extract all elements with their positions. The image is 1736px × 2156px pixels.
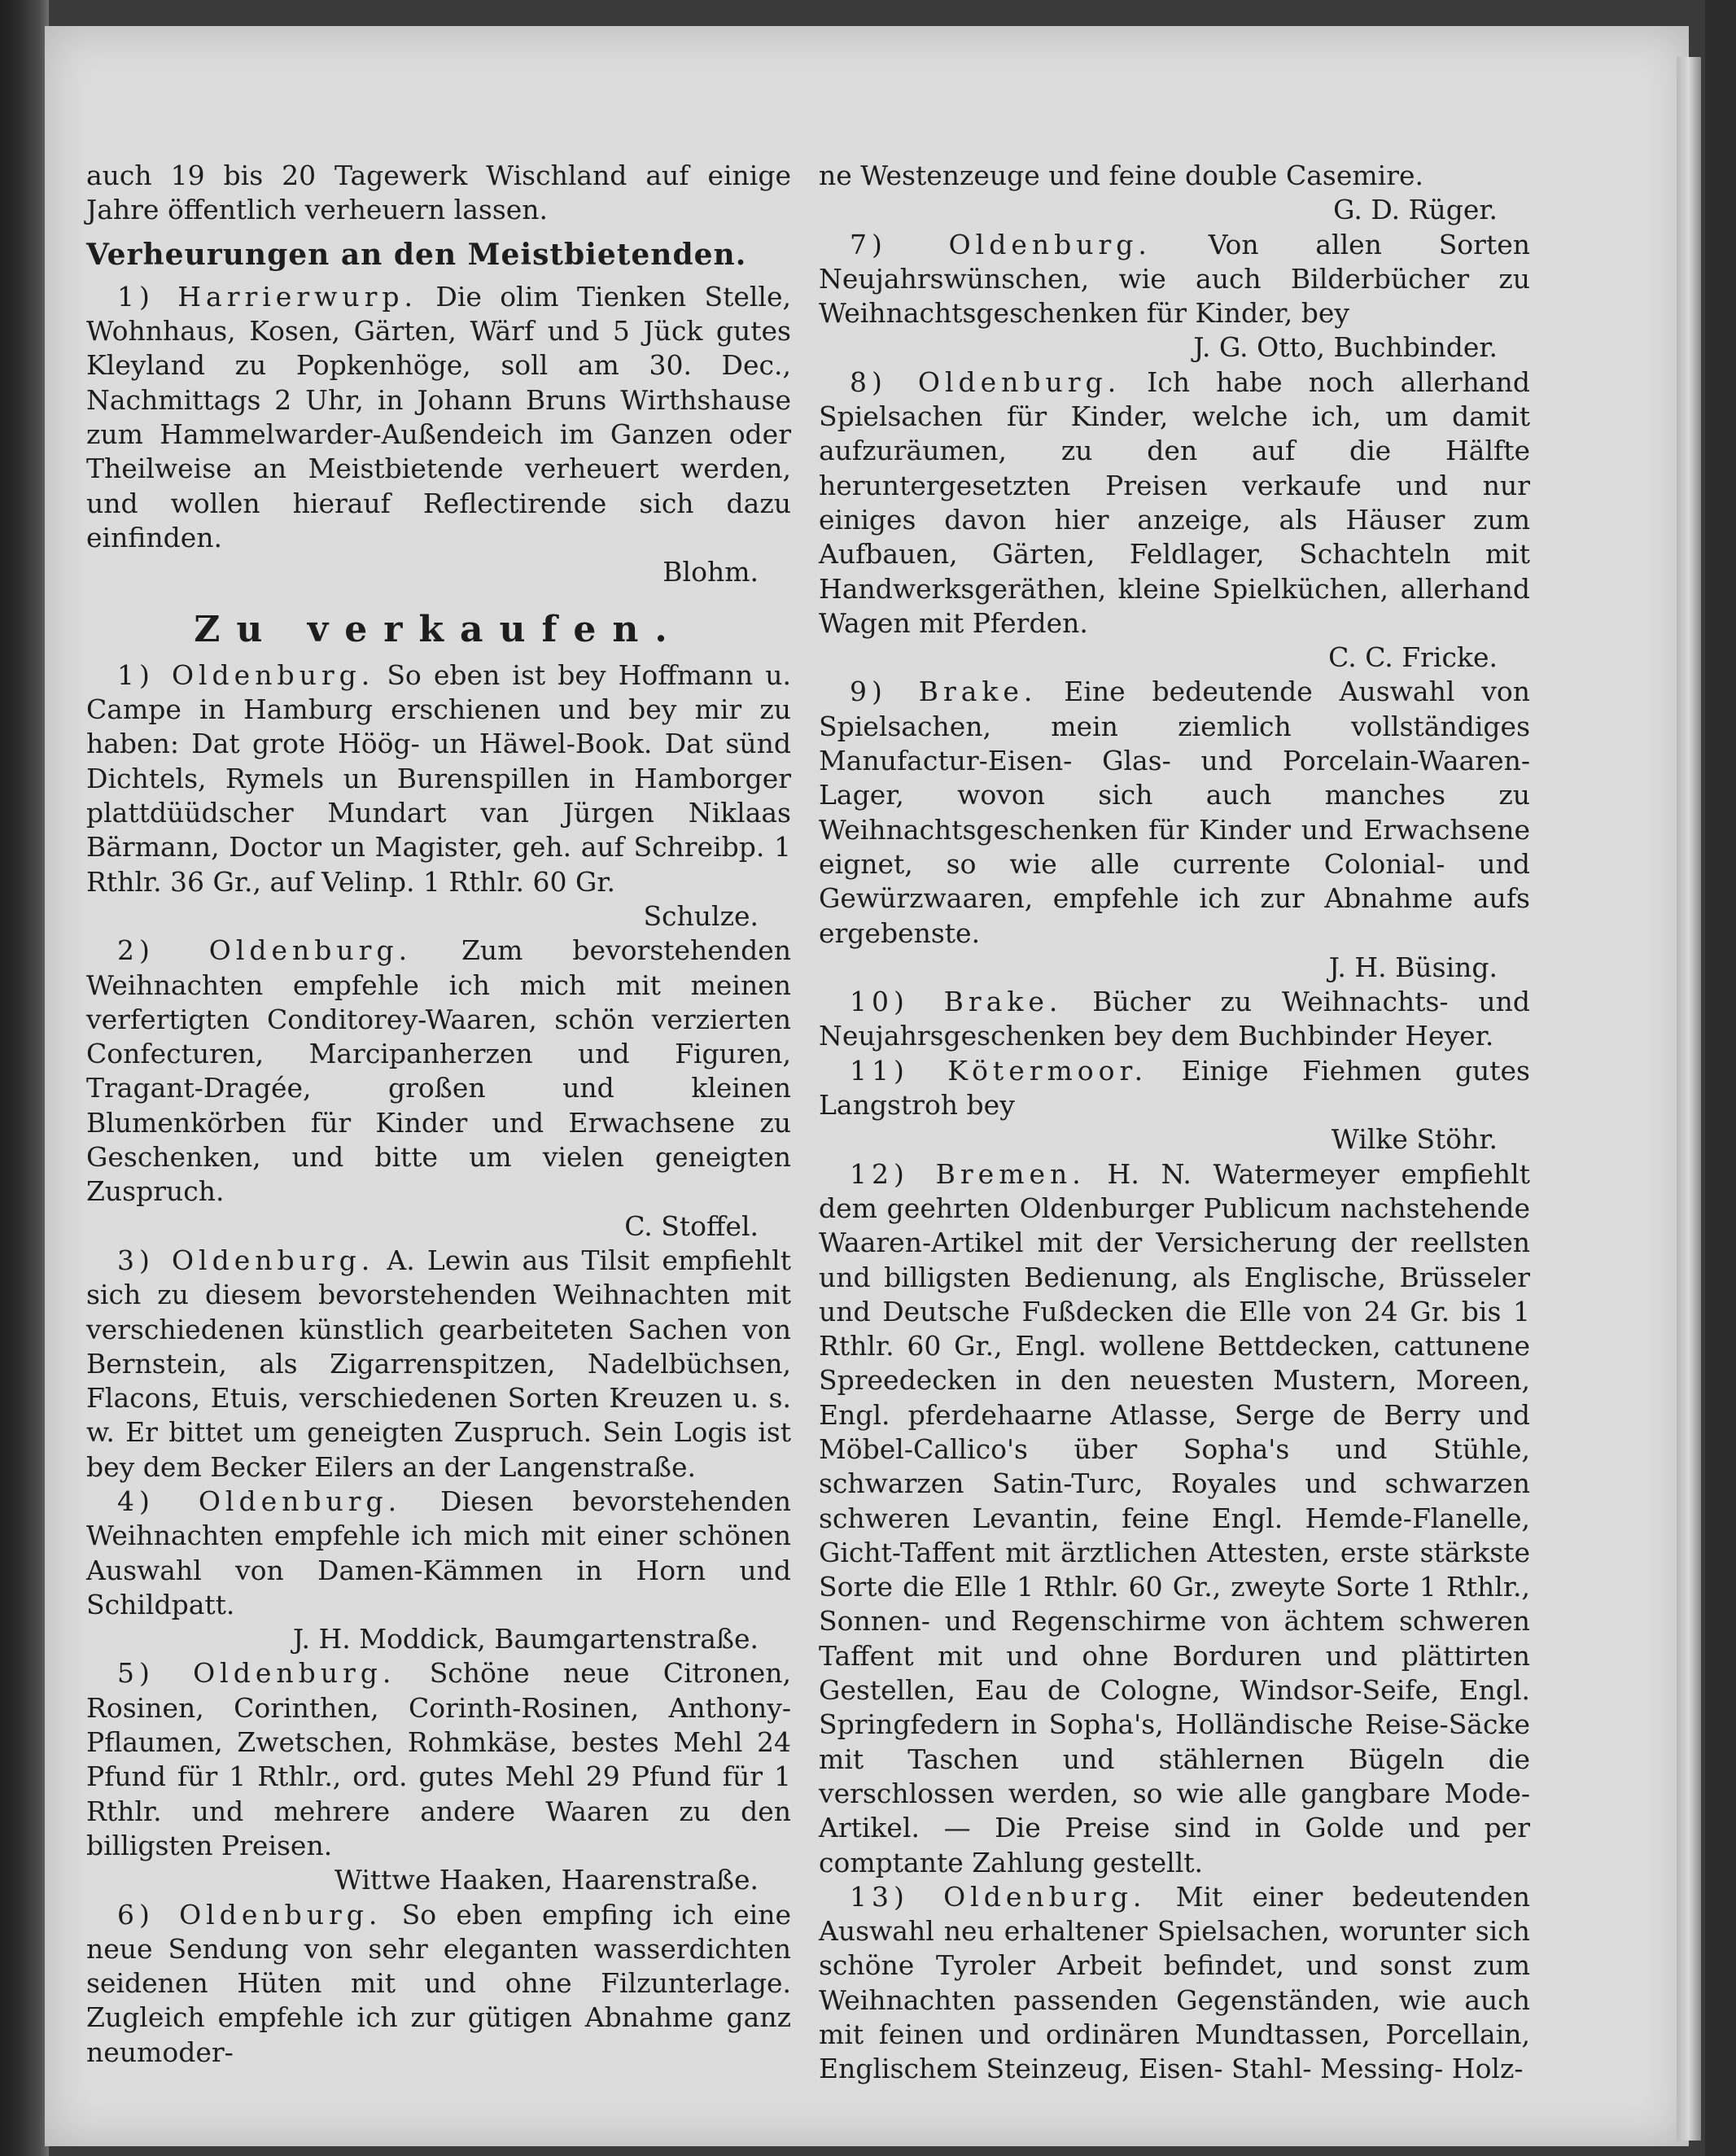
- left-column: [86, 159, 791, 2070]
- item-text: Diesen bevorstehenden Weihnachten empfehle ich mich mit einer schönen Auswahl von Damen-Kämmen in Horn und Schildpatt.: [86, 1485, 791, 1620]
- sale-item-8: [819, 365, 1530, 641]
- item-signature: J. G. Otto, Buchbinder.: [1193, 331, 1498, 364]
- right-column: [819, 159, 1530, 2087]
- item-text: Eine bedeutende Auswahl von Spielsachen, mein ziemlich vollständiges Manufactur-Eisen- Glas- und Porcelain-Waaren-Lager, wovon sich auch manches zu Weihnachtsgeschenken für Kinder und Erwachsene eignet, so wie alle currente Colonial- und Gewürzwaaren, empfehle ich zur Abnahme aufs ergebenste.: [819, 676, 1530, 949]
- item-signature: J. H. Moddick, Baumgartenstraße.: [292, 1623, 759, 1655]
- auction-section-heading: Verheurungen an den Meistbietenden.: [86, 237, 747, 272]
- sale-item-4: [86, 1485, 791, 1622]
- item-signature: Wilke Stöhr.: [1331, 1123, 1498, 1156]
- item-place: 4) Oldenburg.: [117, 1485, 402, 1517]
- item-text: Ich habe noch allerhand Spielsachen für Kinder, welche ich, um damit aufzuräumen, zu den auf die Hälfte heruntergesetzten Preisen verkaufe und nur einiges davon hier anzeige, als Häuser zum Aufbauen, Gärten, Feldlager, Schachteln mit Handwerksgeräthen, kleine Spielküchen, allerhand Wagen mit Pferden.: [819, 365, 1530, 639]
- intro-paragraph: auch 19 bis 20 Tagewerk Wischland auf einige Jahre öffentlich verheuern lassen.: [86, 160, 791, 226]
- item-text: So eben ist bey Hoffmann u. Campe in Hamburg erschienen und bey mir zu haben: Dat grote Höög- un Häwel-Book. Dat sünd Dichtels, Rymels un Burenspillen in Hamborger plattdüüdscher Mundart van Jürgen Niklaas Bärmann, Doctor un Magister, geh. auf Schreibp. 1 Rthlr. 36 Gr., auf Velinp. 1 Rthlr. 60 Gr.: [86, 658, 791, 898]
- item-text: Mit einer bedeutenden Auswahl neu erhaltener Spielsachen, worunter sich schöne Tyroler Arbeit befindet, und sonst zum Weihnachten passenden Gegenständen, wie auch mit feinen und ordinären Mundtassen, Porcellain, Englischem Steinzeug, Eisen- Stahl- Messing- Holz-: [819, 1880, 1530, 2085]
- sale-item-6: [86, 1898, 791, 2070]
- sale-item-12: [819, 1157, 1530, 1880]
- sale-item-9: [819, 675, 1530, 950]
- item-text: Schöne neue Citronen, Rosinen, Corinthen, Corinth-Rosinen, Anthony-Pflaumen, Zwetschen, Rohmkäse, bestes Mehl 24 Pfund für 1 Rthlr., ord. gutes Mehl 29 Pfund für 1 Rthlr. und mehrere andere Waaren zu den billigsten Preisen.: [86, 1657, 791, 1861]
- item-text: Einige Fiehmen gutes Langstroh bey: [819, 1054, 1530, 1122]
- sale-item-13: [819, 1880, 1530, 2087]
- item-place: 10) Brake.: [850, 986, 1063, 1018]
- item-text: So eben empfing ich eine neue Sendung von sehr eleganten wasserdichten seidenen Hüten mit und ohne Filzunterlage. Zugleich empfehle ich zur gütigen Abnahme ganz neumoder-: [86, 1898, 791, 2068]
- item-signature: C. Stoffel.: [624, 1209, 759, 1242]
- sale-item-6-continued: ne Westenzeuge und feine double Casemire.: [819, 160, 1423, 191]
- item-text: H. N. Watermeyer empfiehlt dem geehrten Oldenburger Publicum nachstehende Waaren-Artikel mit der Versicherung der reellsten und billigsten Bedienung, als Englische, Brüsseler und Deutsche Fußdecken die Elle von 24 Gr. bis 1 Rthlr. 60 Gr., Engl. wollene Bettdecken, cattunene Spreedecken in den neuesten Mustern, Moreen, Engl. pferdehaarne Atlasse, Serge de Berry und Möbel-Callico's über Sopha's und Stühle, schwarzen Satin-Turc, Royales und schwarzen schweren Levantin, feine Engl. Hemde-Flanelle, Gicht-Taffent mit ärztlichen Attesten, erste stärkste Sorte die Elle 1 Rthlr. 60 Gr., zweyte Sorte 1 Rthlr., Sonnen- und Regenschirme von ächtem schweren Taffent mit und ohne Borduren und plättirten Gestellen, Eau de Cologne, Windsor-Seife, Engl. Springfedern in Sopha's, Holländische Reise-Säcke mit Taschen und stählernen Bügeln die verschlossen werden, so wie alle gangbare Mode-Artikel. — Die Preise sind in Golde und per comptante Zahlung gestellt.: [819, 1157, 1530, 1878]
- item-place: 12) Bremen.: [850, 1157, 1086, 1190]
- item-signature: Blohm.: [662, 556, 759, 588]
- page-edge: [1677, 57, 1701, 2141]
- sale-item-7: [819, 228, 1530, 331]
- scan-border: [1705, 0, 1736, 2156]
- sale-item-5: [86, 1656, 791, 1863]
- item-text: Zum bevorstehenden Weihnachten empfehle ich mich mit meinen verfertigten Conditorey-Waaren, schön verzierten Confecturen, Marcipanherzen und Figuren, Tragant-Dragée, großen und kleinen Blumenkörben für Kinder und Erwachsene zu Geschenken, und bitte um vielen geneigten Zuspruch.: [86, 934, 791, 1208]
- item-place: 1) Harrierwurp.: [117, 280, 418, 313]
- item-place: 13) Oldenburg.: [850, 1880, 1147, 1913]
- item-text: Von allen Sorten Neujahrswünschen, wie auch Bilderbücher zu Weihnachtsgeschenken für Kinder, bey: [819, 228, 1530, 330]
- book-spine: [0, 0, 49, 2156]
- item-place: 6) Oldenburg.: [117, 1898, 383, 1931]
- item-text: Die olim Tienken Stelle, Wohnhaus, Kosen, Gärten, Wärf und 5 Jück gutes Kleyland zu Popkenhöge, soll am 30. Dec., Nachmittags 2 Uhr, in Johann Bruns Wirthshause zum Hammelwarder-Außendeich im Ganzen oder Theilweise an Meistbietende verheuert werden, und wollen hierauf Reflectirende sich dazu einfinden.: [86, 280, 791, 553]
- item-place: 8) Oldenburg.: [850, 365, 1122, 398]
- item-place: 1) Oldenburg.: [117, 658, 375, 691]
- sale-item-1: [86, 658, 791, 899]
- sale-item-10: [819, 985, 1530, 1054]
- item-place: 9) Brake.: [850, 676, 1038, 708]
- item-text: Bücher zu Weihnachts- und Neujahrsgeschenken bey dem Buchbinder Heyer.: [819, 986, 1530, 1052]
- item-place: 2) Oldenburg.: [117, 934, 413, 967]
- sale-item-3: [86, 1244, 791, 1485]
- item-place: 11) Kötermoor.: [850, 1054, 1148, 1087]
- sale-section-heading: Zu verkaufen.: [194, 608, 684, 650]
- sale-item-2: [86, 934, 791, 1209]
- item-place: 7) Oldenburg.: [850, 228, 1152, 260]
- item-place: 5) Oldenburg.: [117, 1657, 396, 1690]
- item-signature: C. C. Fricke.: [1328, 641, 1498, 674]
- item-signature: Wittwe Haaken, Haarenstraße.: [335, 1864, 759, 1896]
- item-text: A. Lewin aus Tilsit empfiehlt sich zu diesem bevorstehenden Weihnachten mit verschiedenen künstlich gearbeiteten Sachen von Bernstein, als Zigarrenspitzen, Nadelbüchsen, Flacons, Etuis, verschiedenen Sorten Kreuzen u. s. w. Er bittet um geneigten Zuspruch. Sein Logis ist bey dem Becker Eilers an der Langenstraße.: [86, 1244, 791, 1483]
- item-signature: J. H. Büsing.: [1328, 951, 1498, 983]
- sale-item-11: [819, 1054, 1530, 1123]
- item-signature: Schulze.: [643, 899, 759, 932]
- item-signature: G. D. Rüger.: [1333, 194, 1498, 226]
- auction-item-1: [86, 280, 791, 555]
- item-place: 3) Oldenburg.: [117, 1244, 375, 1276]
